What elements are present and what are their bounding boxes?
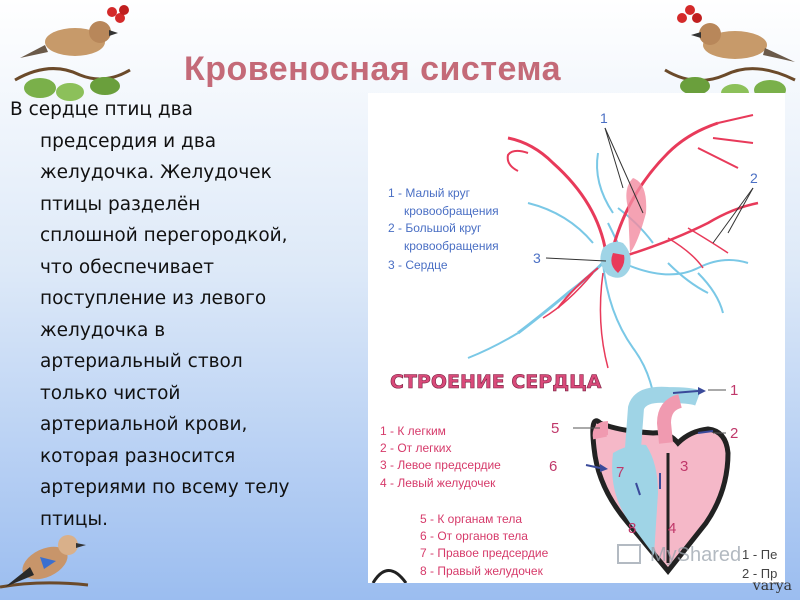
callout-label: 8 — [628, 520, 637, 537]
callout-label: 4 — [668, 520, 677, 537]
paragraph-line: желудочка. Желудочек — [40, 162, 272, 183]
legend-item: 3 - Левое предсердие — [380, 458, 501, 472]
watermark-icon — [618, 545, 640, 563]
legend-item: кровообращения — [404, 204, 499, 218]
paragraph-line: сплошной перегородкой, — [40, 225, 288, 246]
callout-label: 7 — [616, 464, 625, 481]
legend-item: 2 - Большой круг — [388, 221, 482, 235]
paragraph-line: птицы разделён — [40, 193, 201, 215]
paragraph-line: предсердия и два — [40, 130, 217, 152]
legend-item: 1 - К легким — [380, 424, 446, 438]
callout-label: 2 — [730, 425, 739, 442]
callout-label: 5 — [551, 420, 560, 437]
author-label: varya — [752, 578, 792, 594]
callout-label: 3 — [533, 250, 541, 266]
jay-bird-icon — [0, 525, 90, 600]
legend-item: 6 - От органов тела — [420, 529, 528, 543]
callout-label: 6 — [549, 458, 558, 475]
watermark-text: MyShared — [650, 544, 742, 566]
legend-item: кровообращения — [404, 239, 499, 253]
paragraph-line: птицы. — [40, 508, 108, 530]
paragraph-line: артериальный ствол — [40, 351, 243, 372]
heart-structure-diagram — [373, 371, 741, 583]
paragraph-line: желудочка в — [40, 319, 166, 341]
diagram-panel — [368, 93, 785, 583]
paragraph-line: поступление из левого — [40, 288, 267, 309]
paragraph-line: артериальной крови, — [40, 414, 248, 435]
legend-item: 8 - Правый желудочек — [420, 564, 543, 578]
legend-item: 7 - Правое предсердие — [420, 546, 549, 560]
cropped-legend-line: 2 - Пр — [742, 566, 778, 581]
heart-diagram-title: СТРОЕНИЕ СЕРДЦА — [390, 371, 602, 393]
callout-label: 2 — [750, 170, 758, 186]
diagram-canvas — [368, 93, 785, 583]
legend-item: 2 - От легких — [380, 441, 452, 455]
callout-label: 3 — [680, 458, 689, 475]
legend-item: 4 - Левый желудочек — [380, 476, 496, 490]
paragraph-line: только чистой — [40, 382, 181, 404]
circulation-diagram — [388, 110, 758, 393]
decorative-arc — [373, 571, 406, 584]
callout-label: 1 — [730, 382, 739, 399]
legend-item: 5 - К органам тела — [420, 512, 522, 526]
paragraph-line: которая разносится — [40, 445, 236, 467]
legend-item: 3 - Сердце — [388, 258, 448, 272]
cropped-legend-line: 1 - Пе — [742, 547, 778, 562]
legend-item: 1 - Малый круг — [388, 186, 470, 200]
paragraph-line: что обеспечивает — [40, 256, 215, 278]
callout-label: 1 — [600, 110, 608, 126]
paragraph-line: В сердце птиц два — [10, 99, 193, 120]
slide-title: Кровеносная система — [183, 50, 562, 88]
description-paragraph — [10, 94, 360, 535]
paragraph-line: артериями по всему телу — [40, 477, 290, 498]
